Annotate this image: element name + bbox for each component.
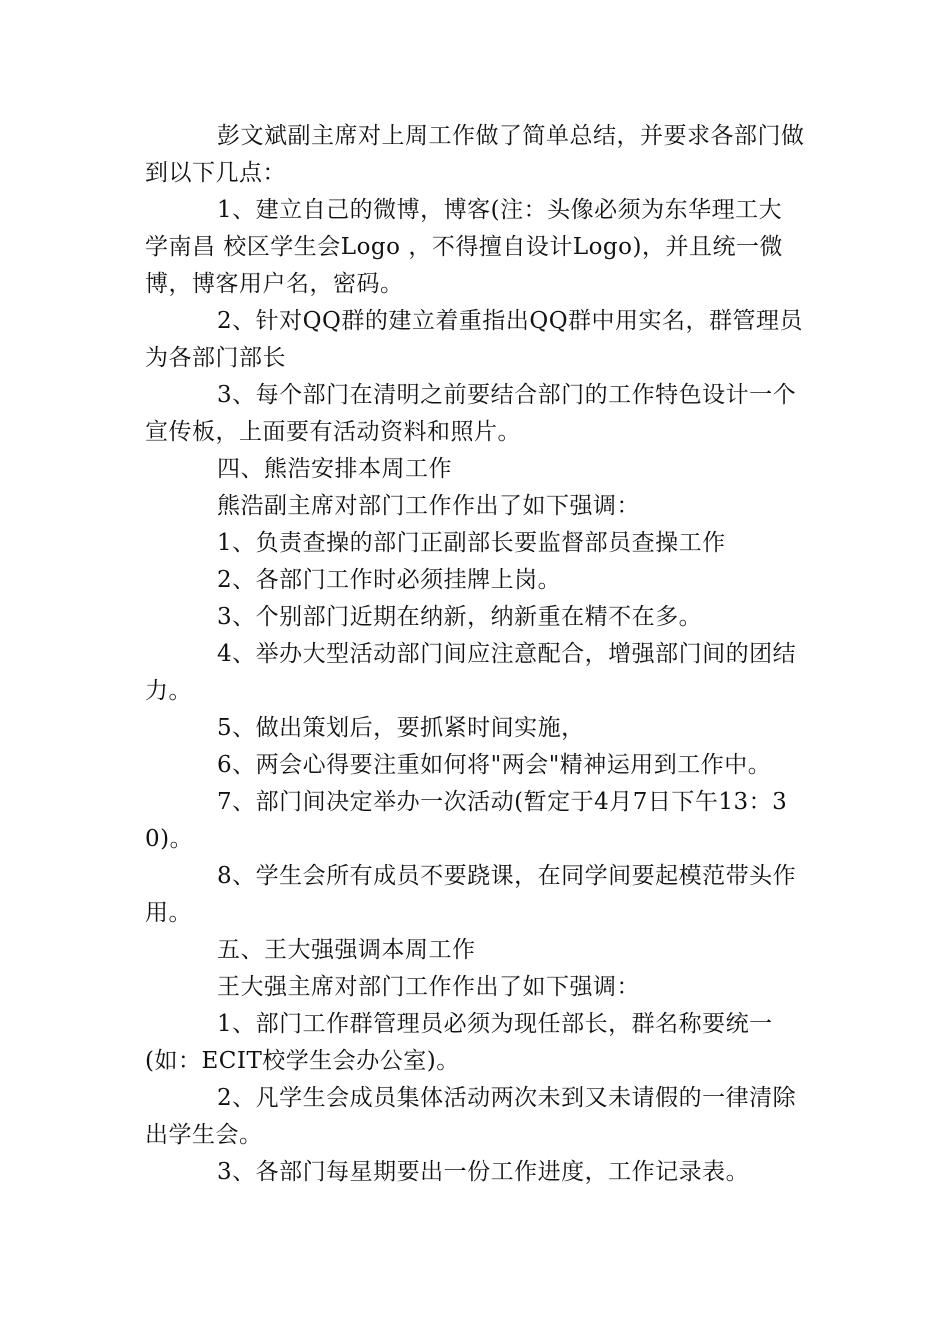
paragraph: 1、负责查操的部门正副部长要监督部员查操工作 (217, 530, 726, 556)
paragraph: 1、建立自己的微博，博客(注：头像必须为东华理工大学南昌 校区学生会Logo ，不得擅自设计Logo)，并且统一微博，博客用户名，密码。 (145, 197, 783, 297)
paragraph: 2、凡学生会成员集体活动两次未到又未请假的一律清除出学生会。 (145, 1085, 797, 1148)
paragraph: 7、部门间决定举办一次活动(暂定于4月7日下午13：30)。 (145, 789, 788, 852)
paragraph: 3、各部门每星期要出一份工作进度，工作记录表。 (217, 1159, 750, 1185)
paragraph: 5、做出策划后，要抓紧时间实施， (217, 715, 585, 741)
document-body (145, 118, 805, 1191)
paragraph: 4、举办大型活动部门间应注意配合，增强部门间的团结力。 (145, 641, 797, 704)
section-heading: 四、熊浩安排本周工作 (217, 456, 452, 482)
paragraph: 8、学生会所有成员不要跷课，在同学间要起模范带头作用。 (145, 863, 797, 926)
paragraph: 1、部门工作群管理员必须为现任部长，群名称要统一(如：ECIT校学生会办公室)。 (145, 1011, 773, 1074)
paragraph: 3、个别部门近期在纳新，纳新重在精不在多。 (217, 604, 703, 630)
paragraph: 2、针对QQ群的建立着重指出QQ群中用实名，群管理员为各部门部长 (145, 308, 804, 371)
paragraph: 6、两会心得要注重如何将"两会"精神运用到工作中。 (217, 752, 772, 778)
paragraph: 彭文斌副主席对上周工作做了简单总结，并要求各部门做到以下几点： (145, 123, 805, 186)
paragraph: 2、各部门工作时必须挂牌上岗。 (217, 567, 562, 593)
paragraph: 熊浩副主席对部门工作作出了如下强调： (217, 493, 640, 519)
paragraph: 3、每个部门在清明之前要结合部门的工作特色设计一个宣传板，上面要有活动资料和照片。 (145, 382, 797, 445)
paragraph: 王大强主席对部门工作作出了如下强调： (217, 974, 640, 1000)
section-heading: 五、王大强强调本周工作 (217, 937, 476, 963)
